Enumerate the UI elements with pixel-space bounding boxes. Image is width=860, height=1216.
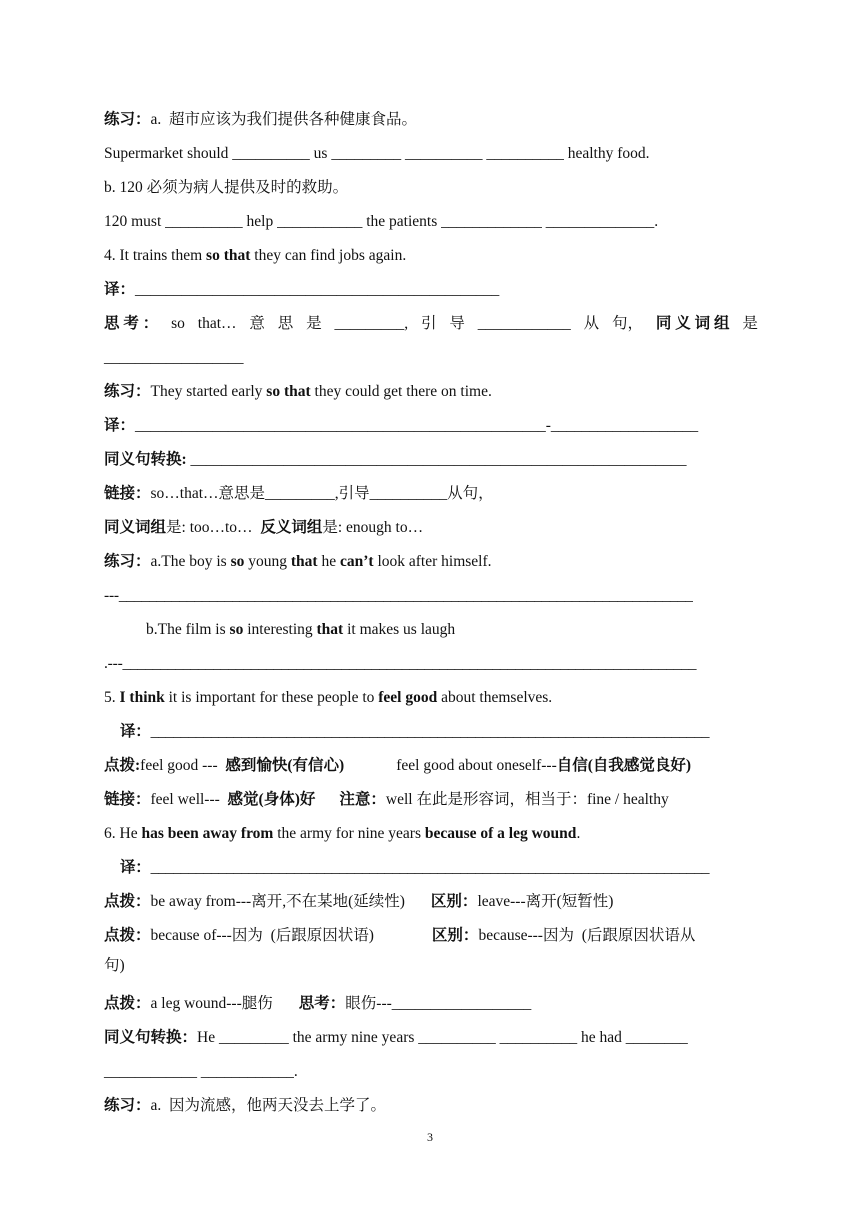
text: b.The film is [146,621,230,638]
text: feel good --- [140,757,222,774]
text: 句， [611,315,643,332]
label: 点拨： [104,995,151,1012]
label: 思考： [298,995,346,1012]
text: 6. He [104,825,142,842]
label: 同义句转换: [104,451,187,468]
answer-line: .---____________________________________________________________________________ [104,655,697,672]
translate-line [104,280,758,300]
text: about themselves. [437,689,553,706]
meaning: 感觉(身体)好 [223,791,316,808]
synonym-line [104,518,758,538]
text: so [171,315,185,332]
text: they could get there on time. [310,383,492,400]
label: 同义句转换： [104,1029,198,1046]
sentence-5 [104,688,758,708]
translate-line [120,858,758,878]
label: 练习： [104,383,151,400]
blank: _______________________________________________ [135,281,500,298]
label: 译： [120,859,151,876]
page-number: 3 [427,1130,433,1144]
blank: _________, [334,315,409,332]
text: well 在此是形容词，相当于：fine / healthy [385,791,669,808]
label: 链接： [104,485,151,502]
label: 点拨： [104,893,151,910]
keyword: I think [119,689,165,706]
blank: __________________________________________________________________________ [150,723,710,740]
think-line [104,314,758,334]
text: it makes us laugh [343,621,456,638]
keyword: so that [206,247,251,264]
tip-line [104,926,758,946]
tip-line [104,756,758,776]
text: 4. It trains them [104,247,207,264]
exercise-line [104,110,758,130]
text: 从 [583,315,600,332]
tip-line [104,994,758,1014]
blank: ________________________________________________________________ [186,451,687,468]
text: 引 [421,315,437,332]
text: a. 超市应该为我们提供各种健康食品。 [150,111,418,128]
fill-blank-line: Supermarket should __________ us _________ __________ __________ healthy food. [104,145,650,162]
answer-line: ---____________________________________________________________________________ [104,587,693,604]
blank-line: __________________ [104,349,244,366]
meaning: 感到愉快(有信心) [221,757,345,774]
sentence-6 [104,824,758,844]
tip-line [104,892,758,912]
label: 译： [104,417,136,434]
text: He _________ the army nine years __________ __________ he had ________ [197,1029,688,1046]
label: 链接： [104,791,151,808]
text: it is important for these people to [164,689,379,706]
text: interesting [243,621,317,638]
exercise-line [146,620,800,640]
link-line [104,790,758,810]
rewrite-line [104,1028,758,1048]
keyword: that [316,621,344,638]
text: he [317,553,340,570]
text: . [576,825,581,842]
label: 练习： [104,1097,151,1114]
exercise-line: b. 120 必须为病人提供及时的救助。 [104,179,349,196]
keyword: can’t [339,553,374,570]
text: 思 [277,315,294,332]
text: look after himself. [373,553,492,570]
keyword: that [290,553,318,570]
label: 练习： [104,553,151,570]
keyword: has been away from [141,825,274,842]
keyword: feel good [378,689,438,706]
text: be away from---离开,不在某地(延续性) [150,893,405,910]
tip-line-continued: 句) [104,957,125,974]
text: the army for nine years [273,825,425,842]
text: 导 [449,315,465,332]
keyword: so [230,553,245,570]
text: 是 [742,315,758,332]
exercise-line [104,1096,758,1116]
link-line [104,484,758,504]
keyword: so [229,621,244,638]
label: 点拨: [104,757,141,774]
label: 译： [104,281,136,298]
text: 是: enough to… [322,519,424,536]
label: 区别： [431,927,479,944]
text: feel well--- [150,791,224,808]
text: a leg wound---腿伤 [150,995,273,1012]
text: a.The boy is [150,553,231,570]
text: so…that…意思是_________,引导__________从句， [150,485,494,502]
blank: ____________ [477,315,571,332]
text: 5. [104,689,120,706]
label: 反义词组 [260,519,323,536]
sentence-4 [104,246,758,266]
translate-line [104,416,758,436]
text: 是: too…to… [166,519,261,536]
label: 同义词组 [104,519,167,536]
text: 眼伤---__________________ [345,995,532,1012]
keyword: so that [266,383,311,400]
text: young [244,553,291,570]
text: feel good about oneself--- [396,757,557,774]
label: 注意： [339,791,386,808]
blank: __________________________________________________________________________ [150,859,710,876]
blank: _____________________________________________________-___________________ [135,417,699,434]
label: 译： [120,723,151,740]
meaning: 自信(自我感觉良好) [556,757,692,774]
text: because---因为 (后跟原因状语从 [478,927,696,944]
rewrite-line [104,450,758,470]
text: They started early [150,383,267,400]
text: 意 [249,315,265,332]
text: because of---因为 (后跟原因状语) [150,927,374,944]
text: they can find jobs again. [250,247,407,264]
exercise-line [104,552,758,572]
translate-line [120,722,758,742]
blank-line: ____________ ____________. [104,1063,298,1080]
keyword: because of a leg wound [424,825,577,842]
label: 同 义 词 组 [655,315,730,332]
text: leave---离开(短暂性) [477,893,614,910]
label: 思 考 ： [104,315,159,332]
label: 区别： [430,893,478,910]
fill-blank-line: 120 must __________ help ___________ the patients _____________ ______________. [104,213,659,230]
label: 点拨： [104,927,151,944]
text: a. 因为流感，他两天没去上学了。 [150,1097,387,1114]
label: 练习： [104,111,151,128]
text: that… [197,315,237,332]
text: 是 [306,315,322,332]
exercise-line [104,382,758,402]
